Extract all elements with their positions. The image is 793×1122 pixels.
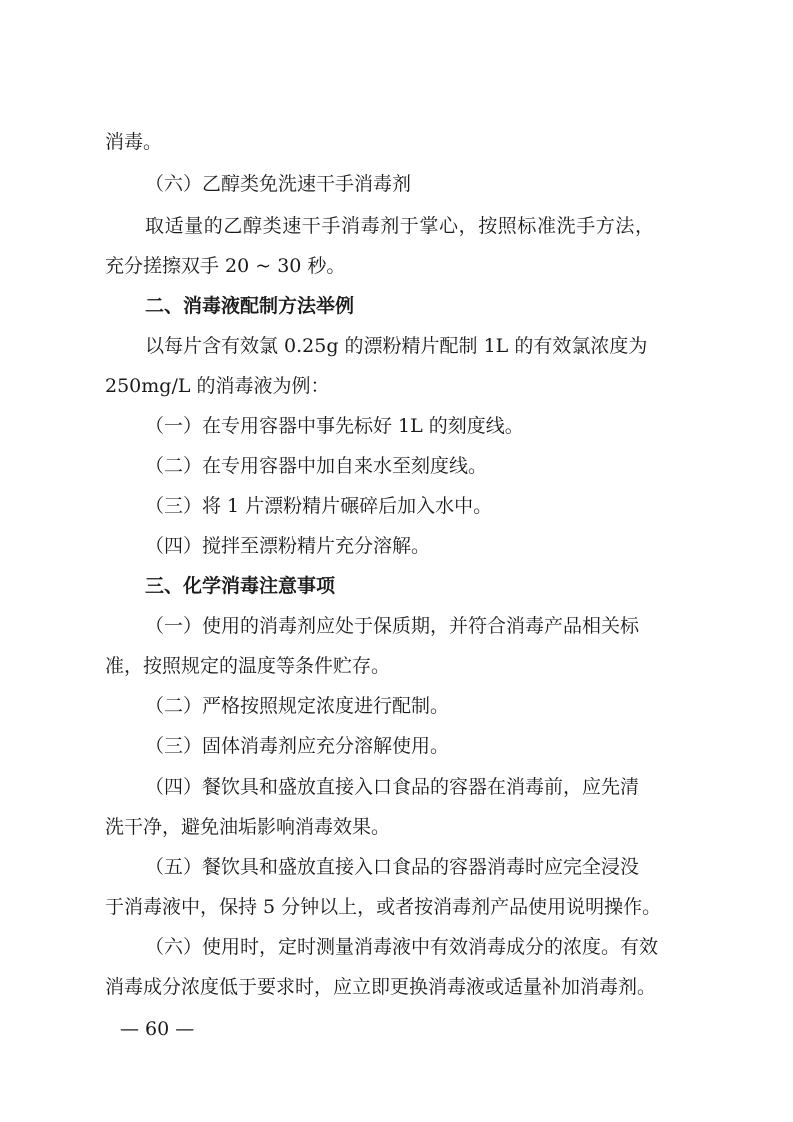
list-item: （二）在专用容器中加自来水至刻度线。 xyxy=(145,455,488,477)
list-item: （五）餐饮具和盛放直接入口食品的容器消毒时应完全浸没 xyxy=(145,856,640,878)
list-item: （四）餐饮具和盛放直接入口食品的容器在消毒前，应先清 xyxy=(145,776,640,798)
paragraph-line: 于消毒液中，保持 5 分钟以上，或者按消毒剂产品使用说明操作。 xyxy=(105,896,662,918)
list-item: （六）使用时，定时测量消毒液中有效消毒成分的浓度。有效 xyxy=(145,936,659,958)
paragraph-line: 以每片含有效氯 0.25g 的漂粉精片配制 1L 的有效氯浓度为 xyxy=(145,335,648,357)
subsection-heading: （六）乙醇类免洗速干手消毒剂 xyxy=(145,173,412,195)
paragraph-line: 洗干净，避免油垢影响消毒效果。 xyxy=(105,816,391,838)
paragraph-line: 准，按照规定的温度等条件贮存。 xyxy=(105,655,391,677)
paragraph-line: 取适量的乙醇类速干手消毒剂于掌心，按照标准洗手方法， xyxy=(145,215,655,237)
list-item: （二）严格按照规定浓度进行配制。 xyxy=(145,695,450,717)
section-heading: 三、化学消毒注意事项 xyxy=(145,575,336,597)
list-item: （一）使用的消毒剂应处于保质期，并符合消毒产品相关标 xyxy=(145,615,640,637)
list-item: （一）在专用容器中事先标好 1L 的刻度线。 xyxy=(145,415,524,437)
paragraph-line: 消毒成分浓度低于要求时，应立即更换消毒液或适量补加消毒剂。 xyxy=(105,976,657,998)
section-heading: 二、消毒液配制方法举例 xyxy=(145,295,355,317)
list-item: （三）固体消毒剂应充分溶解使用。 xyxy=(145,735,450,757)
paragraph-line: 充分搓擦双手 20 ~ 30 秒。 xyxy=(105,255,346,277)
list-item: （四）搅拌至漂粉精片充分溶解。 xyxy=(145,535,431,557)
page-number: — 60 — xyxy=(120,1018,195,1040)
list-item: （三）将 1 片漂粉精片碾碎后加入水中。 xyxy=(145,495,493,517)
paragraph-line: 消毒。 xyxy=(105,131,163,153)
paragraph-line: 250mg/L 的消毒液为例： xyxy=(105,375,330,397)
